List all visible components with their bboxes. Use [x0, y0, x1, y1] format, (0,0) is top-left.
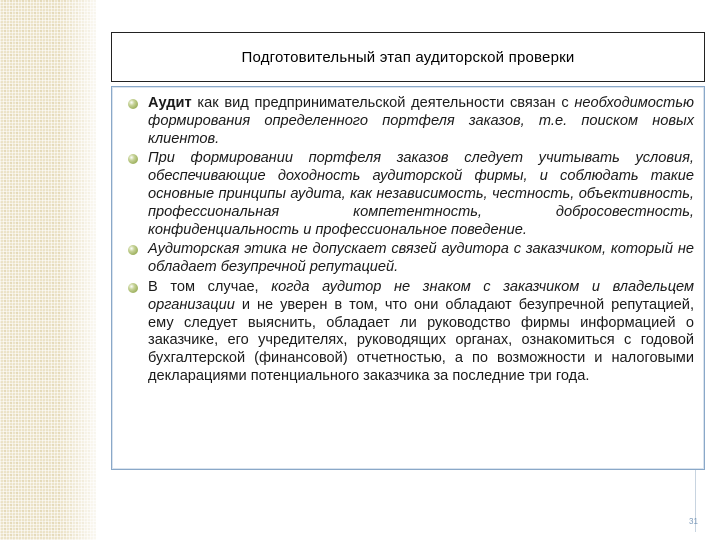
bullet-text-segment: В том случае,: [148, 278, 272, 295]
bullet-text-segment: Аудит: [148, 95, 192, 111]
bullet-text-segment: необходимостью формирования определенного портфеля заказов, т.е. поиском новых клиентов.: [148, 95, 694, 147]
bullet-dot-icon: [128, 245, 138, 255]
bullet-text-segment: При формировании портфеля заказов следует учитывать условия, обеспечивающие доходность аудиторской фирмы, и соблюдать такие основные принципы аудита, как независимость, честность, объективность, профессиональная компетентность, добросовестность, конфиденциальность и профессиональное поведение.: [148, 150, 694, 238]
bullet-item: [124, 279, 694, 386]
bullet-text-segment: как вид предпринимательской деятельности связан с: [191, 95, 575, 111]
bullet-dot-icon: [128, 283, 138, 293]
content-box: [111, 86, 705, 470]
slide-title: Подготовительный этап аудиторской проверки: [241, 48, 575, 66]
bullet-dot-icon: [128, 99, 138, 109]
bullet-text-segment: Аудиторская этика не допускает связей аудитора с заказчиком, который не обладает безупречной репутацией.: [148, 241, 694, 276]
bullet-text-segment: когда аудитор не знаком с заказчиком и владельцем организации: [148, 278, 694, 313]
bullet-item: [124, 241, 694, 277]
bullet-item: [124, 150, 694, 239]
decorative-side-fade: [60, 0, 100, 540]
page-number: 31: [689, 517, 698, 526]
bullet-item: [124, 95, 694, 148]
bullet-list: [112, 87, 704, 386]
bullet-text-segment: и не уверен в том, что они обладают безупречной репутацией, ему следует выяснить, обладает ли руководство фирмы информацией о заказчике, его учредителях, руководящих органах, ознакомиться с годовой бухгалтерской (финансовой) отчетностью, а по возможности и налоговыми декларациями потенциального заказчика за последние три года.: [148, 296, 694, 384]
title-box: [111, 32, 705, 82]
bullet-dot-icon: [128, 154, 138, 164]
